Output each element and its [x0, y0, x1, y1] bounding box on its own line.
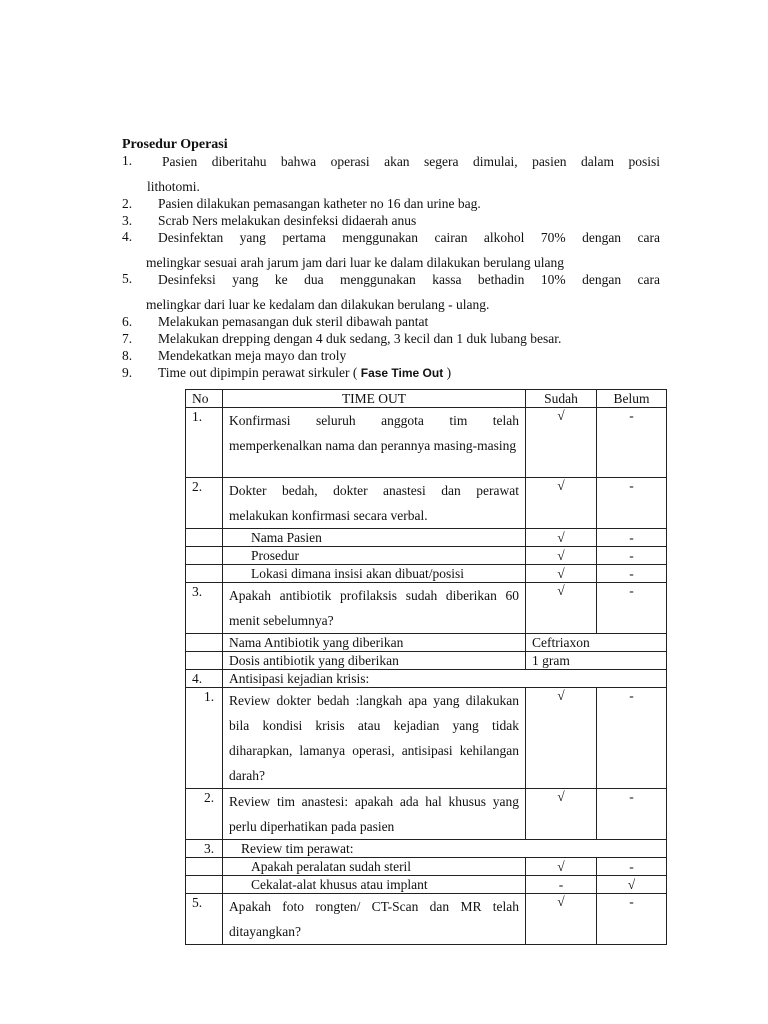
- row-item: Apakah peralatan sudah steril: [223, 858, 526, 876]
- step-6: [122, 313, 660, 330]
- time-out-table: [185, 389, 667, 945]
- table-row: [186, 688, 667, 789]
- table-row: [186, 547, 667, 565]
- step-9: [122, 364, 660, 382]
- step-8: [122, 347, 660, 364]
- row-no: 1.: [186, 408, 223, 478]
- belum-mark: -: [597, 478, 667, 529]
- row-no-empty: [186, 529, 223, 547]
- table-row: [186, 789, 667, 840]
- belum-mark: -: [597, 789, 667, 840]
- antibiotic-name-value: Ceftriaxon: [526, 634, 667, 652]
- belum-mark: -: [597, 688, 667, 789]
- row-item: Antisipasi kejadian krisis:: [223, 670, 667, 688]
- belum-mark: -: [597, 408, 667, 478]
- table-row: [186, 840, 667, 858]
- sudah-mark: √: [526, 408, 597, 478]
- table-row: [186, 565, 667, 583]
- header-sudah: Sudah: [526, 390, 597, 408]
- table-row: [186, 478, 667, 529]
- sudah-mark: √: [526, 565, 597, 583]
- step-number: 4.: [122, 229, 133, 244]
- sudah-mark: √: [526, 894, 597, 945]
- step-1: [122, 153, 660, 195]
- row-item: Konfirmasi seluruh anggota tim telah memperkenalkan nama dan perannya masing-masing: [223, 408, 526, 478]
- header-belum: Belum: [597, 390, 667, 408]
- step-number: 5.: [122, 271, 133, 286]
- belum-mark: -: [597, 565, 667, 583]
- table-row: [186, 858, 667, 876]
- row-no: 4.: [186, 670, 223, 688]
- step-number: 8.: [122, 348, 133, 363]
- row-item: Review dokter bedah :langkah apa yang dilakukan bila kondisi krisis atau kejadian yang tidak diharapkan, lamanya operasi, antisipasi kehilangan darah?: [223, 688, 526, 789]
- row-no: 5.: [186, 894, 223, 945]
- step-3: [122, 212, 660, 229]
- step-text: melingkar sesuai arah jarum jam dari luar ke dalam dilakukan berulang ulang: [146, 255, 564, 270]
- step-text: Mendekatkan meja mayo dan troly: [158, 348, 347, 363]
- header-no: No: [186, 390, 223, 408]
- row-item: Apakah antibiotik profilaksis sudah diberikan 60 menit sebelumnya?: [223, 583, 526, 634]
- table-row: [186, 652, 667, 670]
- section-heading: Prosedur Operasi: [122, 137, 228, 152]
- row-item: Nama Pasien: [223, 529, 526, 547]
- table-row: [186, 894, 667, 945]
- row-subno: 1.: [186, 688, 223, 789]
- step-number: 3.: [122, 213, 133, 228]
- sudah-mark: √: [526, 547, 597, 565]
- row-item: Dokter bedah, dokter anastesi dan perawat melakukan konfirmasi secara verbal.: [223, 478, 526, 529]
- belum-mark: -: [597, 894, 667, 945]
- sudah-mark: √: [526, 858, 597, 876]
- step-text: melingkar dari luar ke kedalam dan dilakukan berulang - ulang.: [146, 297, 490, 312]
- sudah-mark: √: [526, 583, 597, 634]
- step-text-bold: Fase Time Out: [360, 366, 444, 380]
- sudah-mark: -: [526, 876, 597, 894]
- row-item: Apakah foto rongten/ CT-Scan dan MR telah ditayangkan?: [223, 894, 526, 945]
- table-row: [186, 876, 667, 894]
- step-text: Melakukan drepping dengan 4 duk sedang, 3 kecil dan 1 duk lubang besar.: [158, 331, 562, 346]
- step-4: [122, 229, 660, 271]
- row-no: 2.: [186, 478, 223, 529]
- step-text: Melakukan pemasangan duk steril dibawah pantat: [158, 314, 429, 329]
- step-text: Time out dipimpin perawat sirkuler (: [158, 365, 358, 380]
- step-text: lithotomi.: [147, 179, 200, 194]
- step-number: 1.: [122, 153, 133, 168]
- row-no-empty: [186, 547, 223, 565]
- step-number: 7.: [122, 331, 133, 346]
- belum-mark: √: [597, 876, 667, 894]
- sudah-mark: √: [526, 478, 597, 529]
- step-text: Scrab Ners melakukan desinfeksi didaerah anus: [158, 213, 417, 228]
- row-no-empty: [186, 565, 223, 583]
- row-item: Prosedur: [223, 547, 526, 565]
- table-row: [186, 670, 667, 688]
- step-text-tail: ): [446, 365, 452, 380]
- table-row: [186, 634, 667, 652]
- step-number: 9.: [122, 365, 133, 380]
- step-2: [122, 195, 660, 212]
- belum-mark: -: [597, 858, 667, 876]
- table-row: [186, 583, 667, 634]
- table-row: [186, 408, 667, 478]
- row-subno: 2.: [186, 789, 223, 840]
- row-subno: 3.: [186, 840, 223, 858]
- row-no: 3.: [186, 583, 223, 634]
- row-item: Review tim anastesi: apakah ada hal khusus yang perlu diperhatikan pada pasien: [223, 789, 526, 840]
- row-item: Dosis antibiotik yang diberikan: [223, 652, 526, 670]
- sudah-mark: √: [526, 789, 597, 840]
- belum-mark: -: [597, 583, 667, 634]
- step-text: Pasien dilakukan pemasangan katheter no 16 dan urine bag.: [158, 196, 481, 211]
- table-header-row: [186, 390, 667, 408]
- step-7: [122, 330, 660, 347]
- row-no-empty: [186, 876, 223, 894]
- row-item: Review tim perawat:: [223, 840, 667, 858]
- sudah-mark: √: [526, 529, 597, 547]
- step-5: [122, 271, 660, 313]
- step-text: Desinfeksi yang ke dua menggunakan kassa bethadin 10% dengan cara: [158, 272, 660, 287]
- row-no-empty: [186, 634, 223, 652]
- sudah-mark: √: [526, 688, 597, 789]
- procedure-steps: [122, 153, 660, 382]
- step-number: 6.: [122, 314, 133, 329]
- belum-mark: -: [597, 547, 667, 565]
- table-row: [186, 529, 667, 547]
- step-text: Desinfektan yang pertama menggunakan cairan alkohol 70% dengan cara: [158, 230, 660, 245]
- row-item: Cekalat-alat khusus atau implant: [223, 876, 526, 894]
- row-no-empty: [186, 858, 223, 876]
- header-time-out: TIME OUT: [223, 390, 526, 408]
- belum-mark: -: [597, 529, 667, 547]
- row-no-empty: [186, 652, 223, 670]
- antibiotic-dose-value: 1 gram: [526, 652, 667, 670]
- row-item: Lokasi dimana insisi akan dibuat/posisi: [223, 565, 526, 583]
- step-number: 2.: [122, 196, 133, 211]
- step-text: Pasien diberitahu bahwa operasi akan segera dimulai, pasien dalam posisi: [162, 154, 660, 169]
- row-item: Nama Antibiotik yang diberikan: [223, 634, 526, 652]
